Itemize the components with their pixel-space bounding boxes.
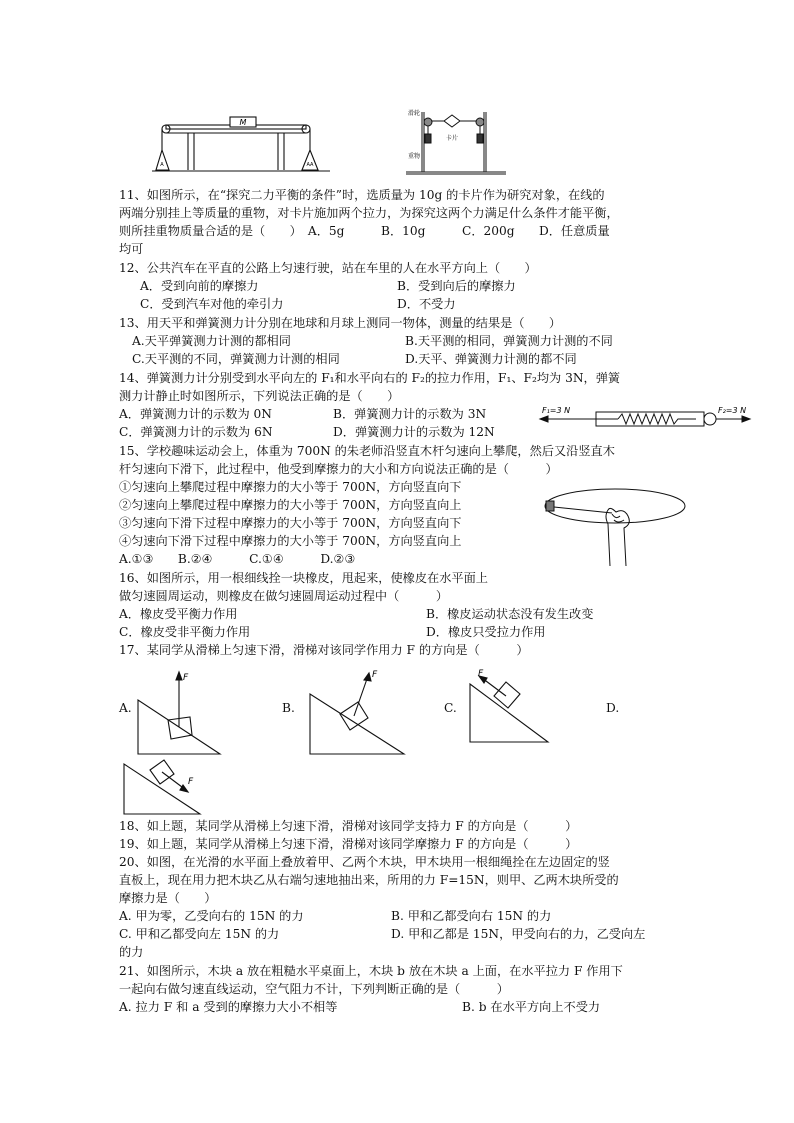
q13-option-a: A.天平弹簧测力计测的都相同 bbox=[132, 334, 291, 348]
q16-option-b: B．橡皮运动状态没有发生改变 bbox=[426, 607, 594, 621]
spring-scale-figure bbox=[538, 403, 752, 435]
q19-stem: 19、如上题，某同学从滑梯上匀速下滑，滑梯对该同学摩擦力 F 的方向是（ ） bbox=[119, 837, 578, 851]
q16-line-2: 做匀速圆周运动，则橡皮在做匀速圆周运动过程中（ ） bbox=[119, 589, 449, 603]
q20-option-d: D. 甲和乙都是 15N，甲受向右的力，乙受向左 bbox=[391, 927, 646, 941]
q15-statement-4: ④匀速向下滑下过程中摩擦力的大小等于 700N，方向竖直向上 bbox=[119, 534, 462, 548]
q13-option-b: B.天平测的相同，弹簧测力计测的不同 bbox=[405, 334, 613, 348]
svg-text:A: A bbox=[160, 162, 164, 168]
force-label-b: F bbox=[372, 670, 378, 680]
q16-option-a: A．橡皮受平衡力作用 bbox=[119, 607, 238, 621]
q12-option-a: A．受到向前的摩擦力 bbox=[140, 279, 259, 293]
weight-label: 重物 bbox=[407, 153, 421, 160]
q12-option-d: D．不受力 bbox=[397, 297, 456, 311]
incline-option-b bbox=[306, 664, 408, 758]
circular-motion-figure bbox=[540, 480, 690, 570]
q15-line-1: 15、学校趣味运动会上，体重为 700N 的朱老师沿竖直木杆匀速向上攀爬，然后又沿竖直木 bbox=[119, 444, 615, 458]
incline-option-a bbox=[136, 668, 222, 758]
q14-line-1: 14、弹簧测力计分别受到水平向左的 F₁和水平向右的 F₂的拉力作用，F₁、F₂均为 3N，弹簧 bbox=[119, 371, 621, 385]
q15-options: A.①③ B.②④ C.①④ D.②③ bbox=[119, 552, 356, 566]
q13-option-d: D.天平、弹簧测力计测的都不同 bbox=[405, 352, 577, 366]
q11-line-3: 则所挂重物质量合适的是（ ） A．5g B．10g C．200g D．任意质量 bbox=[119, 224, 610, 238]
incline-option-c bbox=[464, 666, 550, 746]
card-label: 卡片 bbox=[445, 135, 459, 142]
q15-statement-1: ①匀速向上攀爬过程中摩擦力的大小等于 700N，方向竖直向下 bbox=[119, 480, 462, 494]
q20-line-1: 20、如图，在光滑的水平面上叠放着甲、乙两个木块，甲木块用一根细绳拴在左边固定的竖 bbox=[119, 855, 610, 869]
q20-option-c: C. 甲和乙都受向左 15N 的力 bbox=[119, 927, 280, 941]
q11-line-1: 11、如图所示，在“探究二力平衡的条件”时，选质量为 10g 的卡片作为研究对象，在线的 bbox=[119, 188, 605, 202]
q21-option-a: A. 拉力 F 和 a 受到的摩擦力大小不相等 bbox=[119, 1000, 338, 1014]
q15-statement-3: ③匀速向下滑下过程中摩擦力的大小等于 700N，方向竖直向下 bbox=[119, 516, 462, 530]
q14-line-2: 测力计静止时如图所示，下列说法正确的是（ ） bbox=[119, 389, 400, 403]
q14-option-d: D．弹簧测力计的示数为 12N bbox=[333, 425, 495, 439]
q17-option-d-label: D. bbox=[606, 701, 620, 715]
q14-option-a: A．弹簧测力计的示数为 0N bbox=[119, 407, 272, 421]
balance-mass-label: M bbox=[239, 118, 247, 127]
q16-option-c: C．橡皮受非平衡力作用 bbox=[119, 625, 251, 639]
q16-option-d: D．橡皮只受拉力作用 bbox=[426, 625, 546, 639]
f1-label: F₁=3 N bbox=[542, 406, 571, 415]
force-label-d: F bbox=[188, 777, 194, 787]
q15-statement-2: ②匀速向上攀爬过程中摩擦力的大小等于 700N，方向竖直向上 bbox=[119, 498, 462, 512]
q20-option-d-cont: 的力 bbox=[119, 945, 144, 959]
q20-line-2: 直板上，现在用力把木块乙从右端匀速地抽出来，所用的力 F=15N，则甲、乙两木块所受的 bbox=[119, 873, 619, 887]
q20-option-a: A. 甲为零，乙受向右的 15N 的力 bbox=[119, 909, 304, 923]
q17-option-b-label: B. bbox=[282, 701, 295, 715]
q12-option-b: B．受到向后的摩擦力 bbox=[397, 279, 516, 293]
svg-text:AA: AA bbox=[306, 162, 314, 168]
q17-option-c-label: C. bbox=[444, 701, 457, 715]
q21-option-b: B. b 在水平方向上不受力 bbox=[462, 1000, 601, 1014]
q21-line-1: 21、如图所示，木块 a 放在粗糙水平桌面上，木块 b 放在木块 a 上面，在水平拉力 F 作用下 bbox=[119, 964, 623, 978]
q15-line-2: 杆匀速向下滑下，此过程中，他受到摩擦力的大小和方向说法正确的是（ ） bbox=[119, 462, 558, 476]
q12-stem: 12、公共汽车在平直的公路上匀速行驶，站在车里的人在水平方向上（ ） bbox=[119, 261, 537, 275]
force-label-c: F bbox=[478, 669, 484, 679]
q16-line-1: 16、如图所示，用一根细线拴一块橡皮，甩起来，使橡皮在水平面上 bbox=[119, 571, 488, 585]
f2-label: F₂=3 N bbox=[718, 406, 747, 415]
q12-option-c: C．受到汽车对他的牵引力 bbox=[140, 297, 284, 311]
balance-figure bbox=[152, 108, 332, 176]
q17-stem: 17、某同学从滑梯上匀速下滑，滑梯对该同学作用力 F 的方向是（ ） bbox=[119, 643, 529, 657]
force-label-a: F bbox=[183, 673, 189, 683]
q11-line-4: 均可 bbox=[119, 242, 144, 256]
q18-stem: 18、如上题，某同学从滑梯上匀速下滑，滑梯对该同学支持力 F 的方向是（ ） bbox=[119, 819, 578, 833]
q14-option-b: B．弹簧测力计的示数为 3N bbox=[333, 407, 487, 421]
incline-option-d bbox=[120, 756, 210, 818]
q21-line-2: 一起向右做匀速直线运动，空气阻力不计，下列判断正确的是（ ） bbox=[119, 982, 509, 996]
q20-line-3: 摩擦力是（ ） bbox=[119, 891, 217, 905]
q14-option-c: C．弹簧测力计的示数为 6N bbox=[119, 425, 273, 439]
q17-option-a-label: A. bbox=[119, 701, 132, 715]
q20-option-b: B. 甲和乙都受向右 15N 的力 bbox=[391, 909, 552, 923]
q11-line-2: 两端分别挂上等质量的重物，对卡片施加两个拉力，为探究这两个力满足什么条件才能平衡， bbox=[119, 206, 619, 220]
q13-stem: 13、用天平和弹簧测力计分别在地球和月球上测同一物体，测量的结果是（ ） bbox=[119, 316, 562, 330]
pulley-label: 滑轮 bbox=[407, 110, 421, 117]
q13-option-c: C.天平测的不同，弹簧测力计测的相同 bbox=[132, 352, 340, 366]
card-experiment-figure bbox=[400, 104, 520, 180]
